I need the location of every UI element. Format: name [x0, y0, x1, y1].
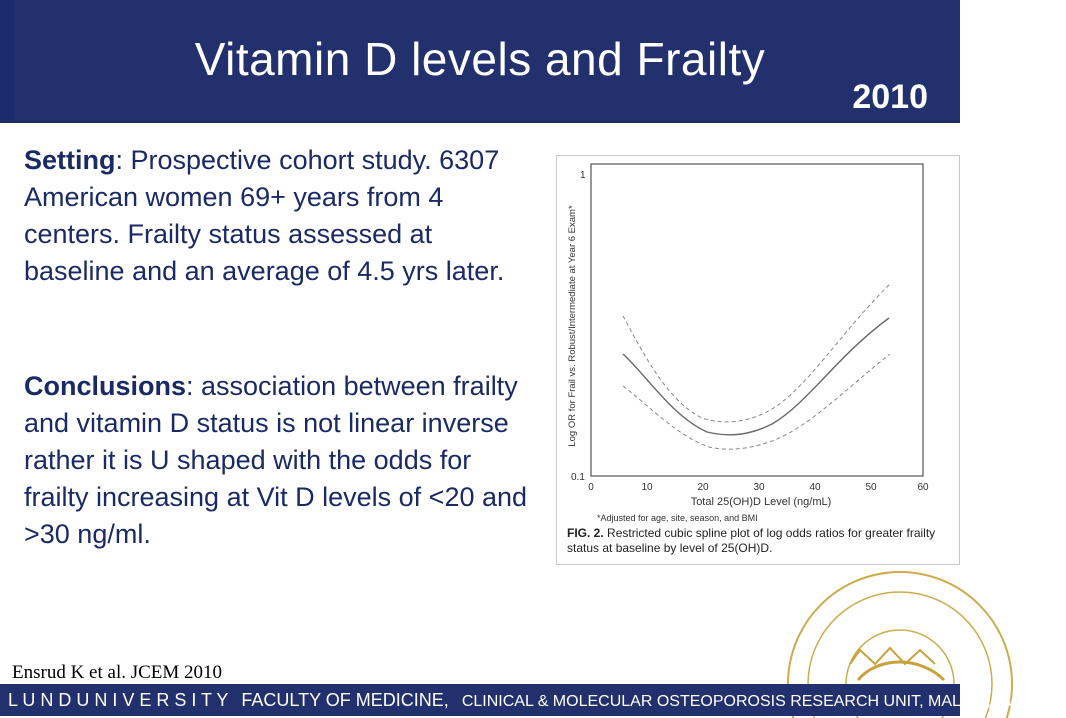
upper-ci-curve — [623, 284, 890, 422]
x-ticks — [588, 482, 929, 493]
footer-bar — [0, 684, 1066, 716]
plot-frame — [591, 164, 923, 476]
lower-ci-curve — [623, 354, 890, 449]
x-tick-label: 50 — [865, 482, 877, 493]
conclusions-text: : association between frailty and vitamin D status is not linear inverse rather it is U shaped with the odds for frailty increasing at Vit D levels of <20 and >30 ng/ml. — [24, 371, 528, 549]
figure-panel — [556, 155, 960, 565]
footer-faculty: FACULTY OF MEDICINE, — [241, 690, 449, 710]
setting-label: Setting — [24, 145, 116, 175]
spline-curve — [623, 318, 889, 435]
spline-plot — [557, 156, 959, 564]
setting-text: : Prospective cohort study. 6307 American women 69+ years from 4 centers. Frailty status assessed at baseline and an average of 4.5 yrs later. — [24, 145, 505, 286]
figure-caption — [567, 526, 951, 556]
x-tick-label: 60 — [917, 482, 929, 493]
footer-university: L U N D U N I V E R S I T Y — [8, 690, 229, 710]
slide-title: Vitamin D levels and Frailty — [194, 33, 766, 85]
x-axis-label: Total 25(OH)D Level (ng/mL) — [690, 496, 832, 508]
y-tick-label-top: 1 — [580, 170, 586, 181]
x-tick-label: 10 — [641, 482, 653, 493]
title-rule — [0, 120, 960, 123]
slide-year: 2010 — [852, 78, 928, 116]
y-axis-label: Log OR for Frail vs. Robust/Intermediate at Year 6 Exam* — [567, 205, 578, 447]
y-tick-label-bottom: 0.1 — [571, 472, 585, 483]
conclusions-paragraph — [24, 368, 534, 553]
title-bar — [0, 0, 960, 120]
x-tick-label: 40 — [809, 482, 821, 493]
figure-footnote: *Adjusted for age, site, season, and BMI — [597, 513, 758, 523]
caption-text: Restricted cubic spline plot of log odds ratios for greater frailty status at baseline by level of 25(OH)D. — [567, 526, 936, 555]
caption-label: FIG. 2. — [567, 526, 604, 540]
citation: Ensrud K et al. JCEM 2010 — [12, 662, 223, 683]
x-tick-label: 0 — [588, 482, 594, 493]
conclusions-label: Conclusions — [24, 371, 187, 401]
x-tick-label: 30 — [753, 482, 765, 493]
setting-paragraph — [24, 142, 524, 290]
university-seal — [740, 560, 960, 684]
x-tick-label: 20 — [697, 482, 709, 493]
footer-department: CLINICAL & MOLECULAR OSTEOPOROSIS RESEARCH UNIT, MALMÖ, SWEDEN — [461, 693, 1066, 710]
